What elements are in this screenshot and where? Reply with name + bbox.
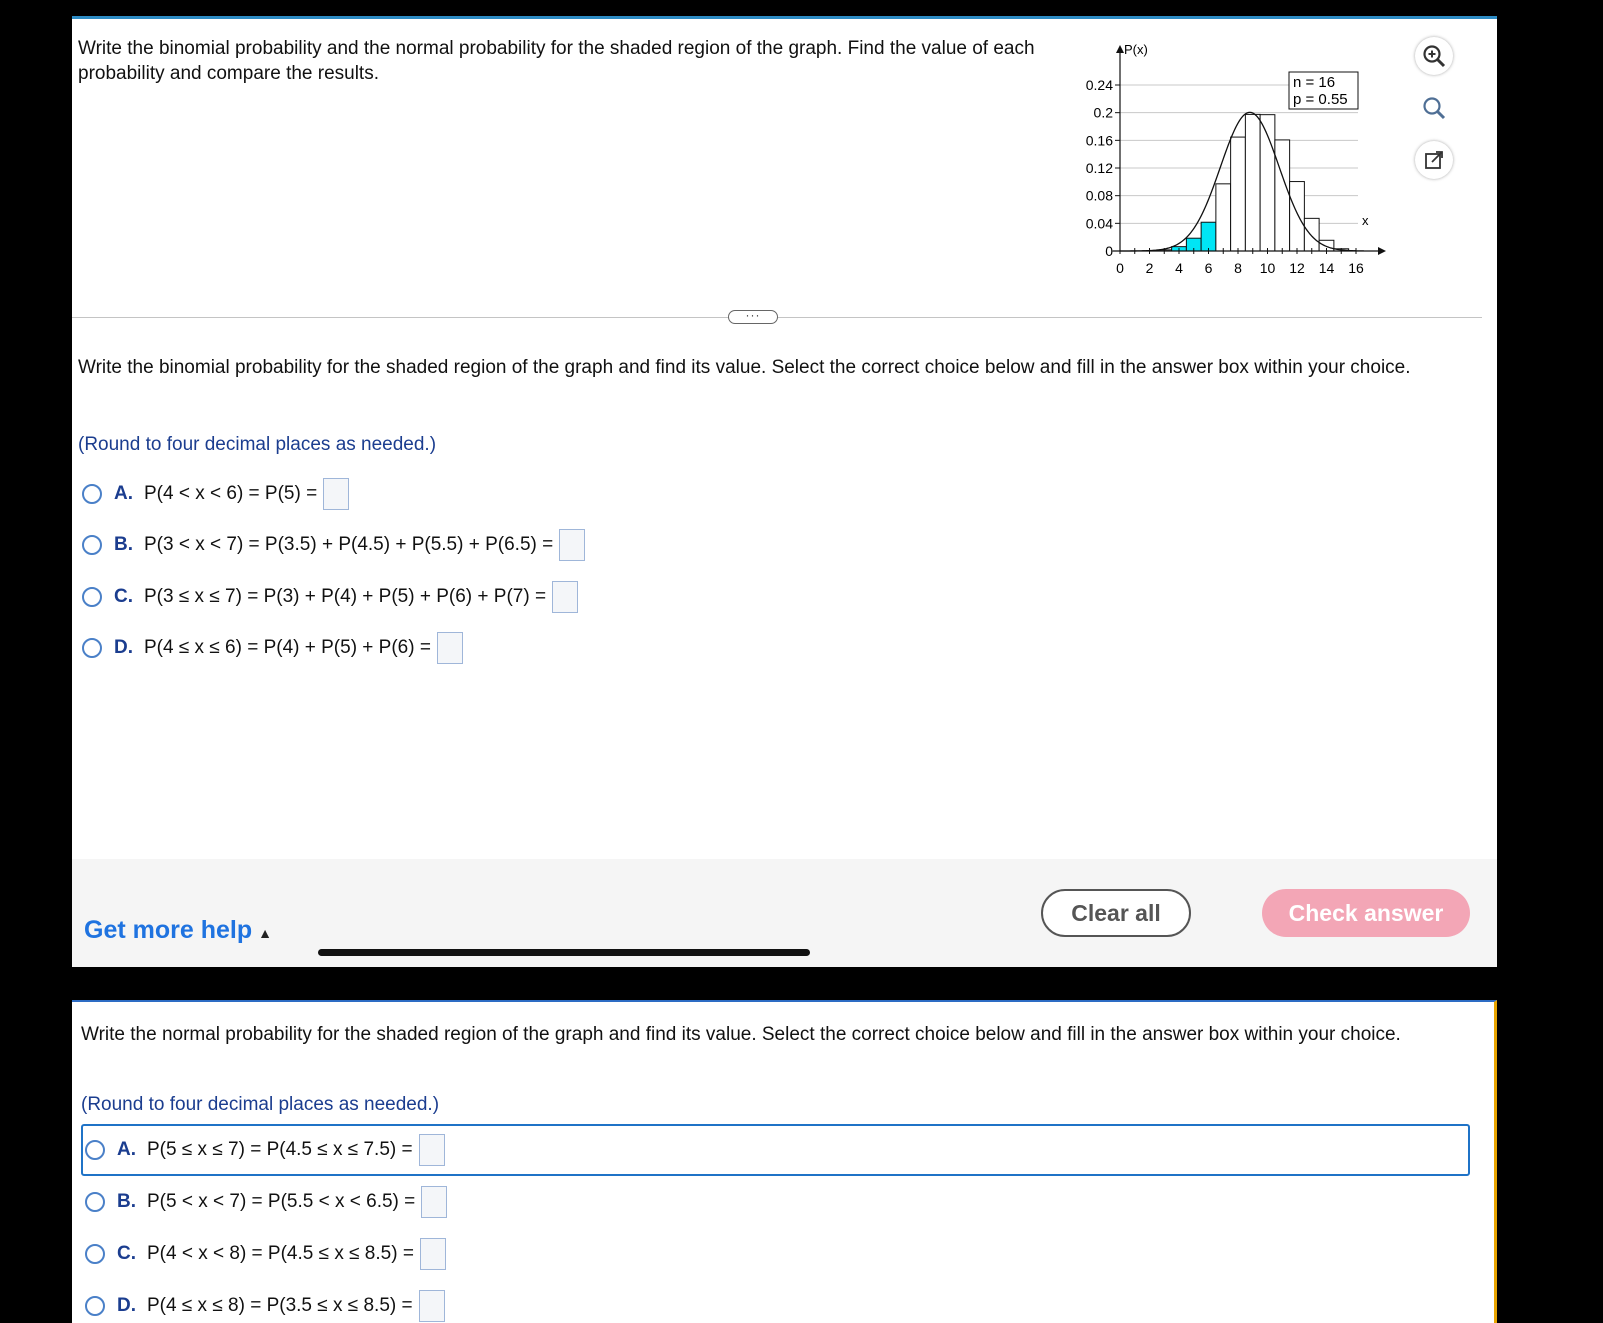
bar [1304,218,1319,251]
choice-expression: P(5 < x < 7) = P(5.5 < x < 6.5) = [147,1191,416,1212]
y-tick-label: 0.16 [1085,132,1113,149]
part2-choice-c[interactable] [85,1236,446,1272]
x-tick-label: 2 [1145,260,1154,276]
x-tick-label: 0 [1116,260,1124,276]
help-label: Get more help [84,916,253,944]
part1-choice-b[interactable] [82,527,585,563]
caret-up-icon: ▲ [258,925,272,941]
answer-input[interactable] [419,1290,445,1322]
radio-button[interactable] [85,1244,105,1264]
x-tick-label: 4 [1175,260,1183,276]
radio-button[interactable] [85,1192,105,1212]
choice-expression: P(3 < x < 7) = P(3.5) + P(4.5) + P(5.5) + P(6.5) = [144,534,554,555]
choice-letter: C. [114,586,133,607]
open-external-icon [1422,148,1446,172]
part2-choice-a[interactable] [85,1132,445,1168]
radio-button[interactable] [85,1296,105,1316]
legend-p: p = 0.55 [1293,91,1348,108]
choice-letter: D. [117,1295,136,1316]
answer-input[interactable] [552,581,578,613]
legend-n: n = 16 [1293,74,1336,91]
x-tick-label: 8 [1234,260,1242,276]
shaded-bar [1201,222,1216,251]
y-tick-label: 0.12 [1085,160,1113,176]
x-tick-label: 14 [1318,260,1335,276]
choice-letter: A. [117,1139,136,1160]
zoom-out-button[interactable] [1415,89,1453,127]
choice-letter: D. [114,637,133,658]
choice-expression: P(4 < x < 8) = P(4.5 ≤ x ≤ 8.5) = [147,1243,414,1264]
question-panel-part2 [72,1000,1497,1323]
bar [1290,182,1305,251]
y-tick-label: 0 [1105,243,1113,259]
answer-input[interactable] [323,478,349,510]
check-answer-button[interactable]: Check answer [1262,889,1470,937]
y-tick-label: 0.24 [1085,77,1113,93]
x-axis-arrow [1378,247,1386,255]
x-tick-label: 10 [1259,260,1276,276]
part2-prompt: Write the normal probability for the shaded region of the graph and find its value. Select the correct choice below and fill in the answer box within your choice. [81,1024,1401,1045]
radio-button[interactable] [82,587,102,607]
horizontal-scrollbar[interactable] [318,949,810,956]
choice-letter: A. [114,483,133,504]
clear-all-button[interactable]: Clear all [1041,889,1191,937]
zoom-in-button[interactable] [1415,37,1453,75]
choice-expression: P(3 ≤ x ≤ 7) = P(3) + P(4) + P(5) + P(6) + P(7) = [144,586,547,607]
radio-button[interactable] [82,638,102,658]
part1-choice-d[interactable] [82,630,463,666]
answer-input[interactable] [420,1238,446,1270]
part1-prompt: Write the binomial probability for the shaded region of the graph and find its value. Select the correct choice below and fill in the answer box within your choice. [78,357,1411,378]
y-tick-label: 0.04 [1085,215,1113,232]
part1-choice-a[interactable] [82,476,349,512]
choice-expression: P(4 ≤ x ≤ 8) = P(3.5 ≤ x ≤ 8.5) = [147,1295,413,1316]
answer-input[interactable] [421,1186,447,1218]
zoom-out-icon [1421,95,1447,121]
answer-input[interactable] [437,632,463,664]
y-tick-label: 0.2 [1093,104,1113,121]
expand-ellipsis-button[interactable]: ··· [728,310,778,324]
get-more-help-link[interactable] [84,916,272,945]
choice-letter: B. [114,534,133,555]
choice-letter: C. [117,1243,136,1264]
x-tick-label: 12 [1289,260,1305,276]
zoom-in-icon [1421,43,1447,69]
x-tick-label: 16 [1348,260,1364,276]
binomial-histogram-chart [1075,39,1415,289]
question-intro: Write the binomial probability and the normal probability for the shaded region of the graph. Find the value of each probability and compare the results. [78,38,1035,84]
footer-bar [72,859,1497,967]
part1-rounding-hint: (Round to four decimal places as needed.) [78,434,437,455]
choice-expression: P(5 ≤ x ≤ 7) = P(4.5 ≤ x ≤ 7.5) = [147,1139,413,1160]
legend-box [1289,72,1358,109]
bar [1216,184,1231,251]
choice-expression: P(4 < x < 6) = P(5) = [144,483,318,504]
bar [1275,140,1290,251]
answer-input[interactable] [559,529,585,561]
part2-choice-b[interactable] [85,1184,447,1220]
y-tick-label: 0.08 [1085,187,1113,204]
bar [1231,137,1246,251]
bar [1245,114,1260,251]
x-tick-label: 6 [1204,260,1213,276]
part1-choice-c[interactable] [82,579,578,615]
choice-expression: P(4 ≤ x ≤ 6) = P(4) + P(5) + P(6) = [144,637,431,658]
radio-button[interactable] [82,535,102,555]
x-axis-label: x [1362,213,1369,228]
part2-rounding-hint: (Round to four decimal places as needed.) [81,1094,440,1115]
radio-button[interactable] [82,484,102,504]
y-axis-label: P(x) [1124,42,1148,57]
part2-choice-d[interactable] [85,1288,445,1323]
radio-button[interactable] [85,1140,105,1160]
choice-letter: B. [117,1191,136,1212]
open-external-button[interactable] [1415,141,1453,179]
y-axis-arrow [1116,45,1124,53]
answer-input[interactable] [419,1134,445,1166]
question-panel [72,16,1497,964]
